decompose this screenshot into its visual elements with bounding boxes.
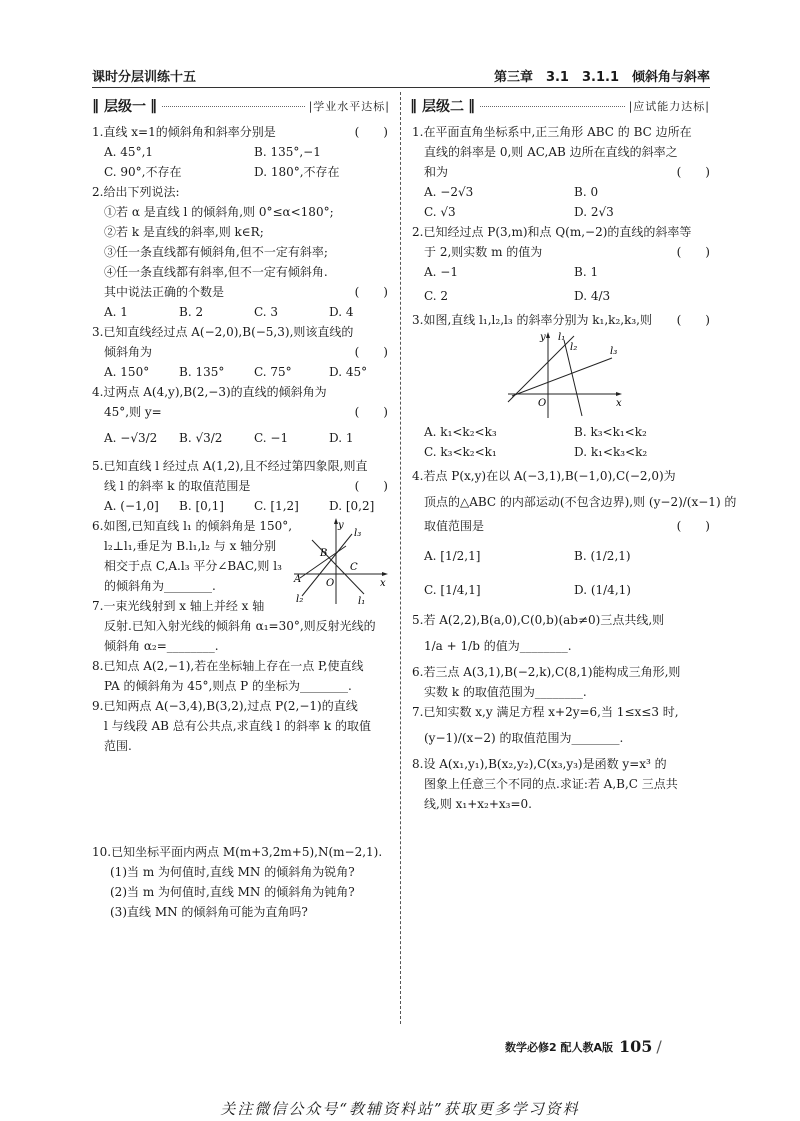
left-q5	[92, 456, 388, 516]
figure-rq3	[504, 330, 624, 422]
label-l2: l₂	[296, 594, 304, 605]
question-line: 线 l 的斜率 k 的取值范围是	[104, 479, 251, 493]
question-line: 的倾斜角为________.	[104, 579, 216, 593]
option-c: C. √3	[424, 205, 456, 219]
option-d: D. 45°	[329, 365, 368, 379]
label-l3: l₃	[354, 528, 362, 539]
label-l2: l₂	[570, 342, 578, 353]
option-d: D. [0,2]	[329, 499, 375, 513]
question-line: 顶点的△ABC 的内部运动(不包含边界),则 (y−2)/(x−1) 的	[424, 495, 737, 509]
column-divider	[400, 92, 401, 1024]
option-d: D. 1	[329, 431, 354, 445]
level2-bars-right: ‖	[468, 98, 476, 114]
question-line: 其中说法正确的个数是	[104, 285, 225, 299]
option-b: B. (1/2,1)	[574, 549, 631, 563]
page-number: 105	[619, 1037, 653, 1056]
question-line: 6.若三点 A(3,1),B(−2,k),C(8,1)能构成三角形,则	[412, 665, 681, 679]
level2-tag: |应试能力达标|	[628, 100, 710, 113]
question-line: 7.一束光线射到 x 轴上并经 x 轴	[92, 599, 265, 613]
left-q4	[92, 382, 388, 448]
page-footer	[505, 1037, 662, 1056]
right-q3	[412, 310, 710, 462]
question-line: 6.如图,已知直线 l₁ 的倾斜角是 150°,	[92, 519, 293, 533]
statement-3: ③任一条直线都有倾斜角,但不一定有斜率;	[104, 245, 328, 259]
question-line: 10.已知坐标平面内两点 M(m+3,2m+5),N(m−2,1).	[92, 845, 383, 859]
option-a: A. [1/2,1]	[424, 549, 481, 563]
question-line: PA 的倾斜角为 45°,则点 P 的坐标为________.	[104, 679, 352, 693]
question-line: 1.在平面直角坐标系中,正三角形 ABC 的 BC 边所在	[412, 125, 692, 139]
level1-bars-right: ‖	[150, 98, 158, 114]
header-rule	[92, 87, 710, 88]
question-stem: 2.给出下列说法:	[92, 185, 180, 199]
option-c: C. 3	[254, 305, 279, 319]
left-q3	[92, 322, 388, 382]
sub-question-3: (3)直线 MN 的倾斜角可能为直角吗?	[110, 905, 308, 919]
option-c: C. 90°,不存在	[104, 165, 182, 179]
question-line: 4.若点 P(x,y)在以 A(−3,1),B(−1,0),C(−2,0)为	[412, 469, 676, 483]
question-line: 8.已知点 A(2,−1),若在坐标轴上存在一点 P,使直线	[92, 659, 364, 673]
option-c: C. k₃<k₂<k₁	[424, 445, 497, 459]
label-c: C	[350, 562, 358, 573]
level1-title: 层级一	[104, 99, 146, 115]
option-b: B. √3/2	[179, 431, 223, 445]
sub-question-2: (2)当 m 为何值时,直线 MN 的倾斜角为钝角?	[110, 885, 355, 899]
label-a: A	[294, 574, 302, 585]
right-q7	[412, 702, 710, 748]
question-line: 于 2,则实数 m 的值为	[424, 245, 543, 259]
label-y: y	[338, 520, 344, 531]
option-b: B. 0	[574, 185, 599, 199]
option-a: A. −1	[424, 265, 458, 279]
option-a: A. (−1,0]	[104, 499, 159, 513]
label-b: B	[320, 548, 328, 559]
option-c: C. [1/4,1]	[424, 583, 481, 597]
level1-dots	[162, 106, 305, 107]
question-line: 直线的斜率是 0,则 AC,AB 边所在直线的斜率之	[424, 145, 678, 159]
left-q7	[92, 596, 388, 656]
question-line: 2.已知经过点 P(3,m)和点 Q(m,−2)的直线的斜率等	[412, 225, 692, 239]
right-q4	[412, 466, 737, 600]
left-q9	[92, 696, 388, 756]
level2-title: 层级二	[422, 99, 464, 115]
option-d: D. 180°,不存在	[254, 165, 340, 179]
level2-bars-left: ‖	[410, 98, 418, 114]
answer-paren: ( )	[354, 345, 388, 359]
option-b: B. 2	[179, 305, 204, 319]
figure-q6	[292, 516, 388, 608]
question-stem: 3.如图,直线 l₁,l₂,l₃ 的斜率分别为 k₁,k₂,k₃,则	[412, 313, 652, 327]
statement-1: ①若 α 是直线 l 的倾斜角,则 0°≤α<180°;	[104, 205, 334, 219]
option-a: A. k₁<k₂<k₃	[424, 425, 497, 439]
option-d: D. 4/3	[574, 289, 611, 303]
option-d: D. 2√3	[574, 205, 614, 219]
option-b: B. 135°,−1	[254, 145, 321, 159]
option-a: A. −√3/2	[104, 431, 158, 445]
level1-header	[92, 95, 390, 117]
sub-question-1: (1)当 m 为何值时,直线 MN 的倾斜角为锐角?	[110, 865, 355, 879]
option-a: A. 45°,1	[104, 145, 154, 159]
question-stem: 1.直线 x=1的倾斜角和斜率分别是	[92, 125, 276, 139]
question-line: 7.已知实数 x,y 满足方程 x+2y=6,当 1≤x≤3 时,	[412, 705, 679, 719]
answer-paren: ( )	[676, 245, 710, 259]
option-d: D. k₁<k₃<k₂	[574, 445, 648, 459]
question-line: 相交于点 C,A.l₃ 平分∠BAC,则 l₃	[104, 559, 282, 573]
option-b: B. 1	[574, 265, 599, 279]
option-c: C. −1	[254, 431, 289, 445]
question-line: l₂⊥l₁,垂足为 B.l₁,l₂ 与 x 轴分别	[104, 539, 277, 553]
question-line: 1/a + 1/b 的值为________.	[424, 639, 572, 653]
question-stem: 4.过两点 A(4,y),B(2,−3)的直线的倾斜角为	[92, 385, 327, 399]
option-c: C. 2	[424, 289, 449, 303]
level2-header	[410, 95, 710, 117]
level1-tag: |学业水平达标|	[308, 100, 390, 113]
label-x: x	[380, 578, 386, 589]
option-b: B. k₃<k₁<k₂	[574, 425, 647, 439]
question-line: 线,则 x₁+x₂+x₃=0.	[424, 797, 532, 811]
answer-paren: ( )	[676, 313, 710, 327]
option-a: A. 150°	[104, 365, 150, 379]
label-x: x	[616, 398, 622, 409]
question-line: 倾斜角 α₂=________.	[104, 639, 219, 653]
right-q5	[412, 610, 710, 656]
left-q10	[92, 842, 388, 922]
question-line: 反射.已知入射光线的倾斜角 α₁=30°,则反射光线的	[104, 619, 376, 633]
question-line: 9.已知两点 A(−3,4),B(3,2),过点 P(2,−1)的直线	[92, 699, 358, 713]
left-q8	[92, 656, 388, 696]
question-line: 实数 k 的取值范围为________.	[424, 685, 587, 699]
question-line: (y−1)/(x−2) 的取值范围为________.	[424, 731, 624, 745]
answer-paren: ( )	[354, 125, 388, 139]
answer-paren: ( )	[354, 405, 388, 419]
option-a: A. −2√3	[424, 185, 474, 199]
option-d: D. 4	[329, 305, 354, 319]
left-q1	[92, 122, 388, 182]
right-q8	[412, 754, 710, 814]
question-line: 45°,则 y=	[104, 405, 162, 419]
question-stem: 5.已知直线 l 经过点 A(1,2),且不经过第四象限,则直	[92, 459, 368, 473]
label-o: O	[538, 398, 547, 409]
answer-paren: ( )	[676, 165, 710, 179]
option-b: B. [0,1]	[179, 499, 224, 513]
right-q6	[412, 662, 710, 702]
question-line: 和为	[424, 165, 449, 179]
left-q2	[92, 182, 388, 322]
level1-bars-left: ‖	[92, 98, 100, 114]
option-c: C. [1,2]	[254, 499, 299, 513]
level2-dots	[480, 106, 625, 107]
answer-paren: ( )	[676, 519, 710, 533]
label-o: O	[326, 578, 335, 589]
question-line: l 与线段 AB 总有公共点,求直线 l 的斜率 k 的取值	[104, 719, 371, 733]
question-line: 范围.	[104, 739, 132, 753]
footer-slash: /	[656, 1037, 662, 1056]
label-l1: l₁	[558, 332, 566, 343]
option-c: C. 75°	[254, 365, 292, 379]
line-l1	[508, 336, 574, 402]
question-line: 8.设 A(x₁,y₁),B(x₂,y₂),C(x₃,y₃)是函数 y=x³ 的	[412, 757, 667, 771]
statement-4: ④任一条直线都有斜率,但不一定有倾斜角.	[104, 265, 328, 279]
question-line: 图象上任意三个不同的点.求证:若 A,B,C 三点共	[424, 777, 678, 791]
option-d: D. (1/4,1)	[574, 583, 631, 597]
question-line: 倾斜角为	[104, 345, 153, 359]
question-line: 取值范围是	[424, 519, 485, 533]
label-y: y	[540, 332, 546, 343]
right-q1	[412, 122, 710, 222]
right-q2	[412, 222, 710, 306]
right-column	[412, 122, 737, 814]
option-a: A. 1	[104, 305, 128, 319]
answer-paren: ( )	[354, 479, 388, 493]
line-l3	[512, 358, 612, 396]
bottom-note: 关注微信公众号“教辅资料站”获取更多学习资料	[220, 1100, 580, 1118]
statement-2: ②若 k 是直线的斜率,则 k∈R;	[104, 225, 264, 239]
left-column	[92, 122, 388, 756]
question-line: 5.若 A(2,2),B(a,0),C(0,b)(ab≠0)三点共线,则	[412, 613, 665, 627]
label-l1: l₁	[358, 596, 366, 607]
book-title: 数学必修2 配人教A版	[505, 1040, 613, 1054]
header-left: 课时分层训练十五	[92, 70, 197, 85]
header-right: 第三章 3.1 3.1.1 倾斜角与斜率	[493, 70, 710, 85]
answer-paren: ( )	[354, 285, 388, 299]
question-stem: 3.已知直线经过点 A(−2,0),B(−5,3),则该直线的	[92, 325, 354, 339]
option-b: B. 135°	[179, 365, 225, 379]
label-l3: l₃	[610, 346, 618, 357]
